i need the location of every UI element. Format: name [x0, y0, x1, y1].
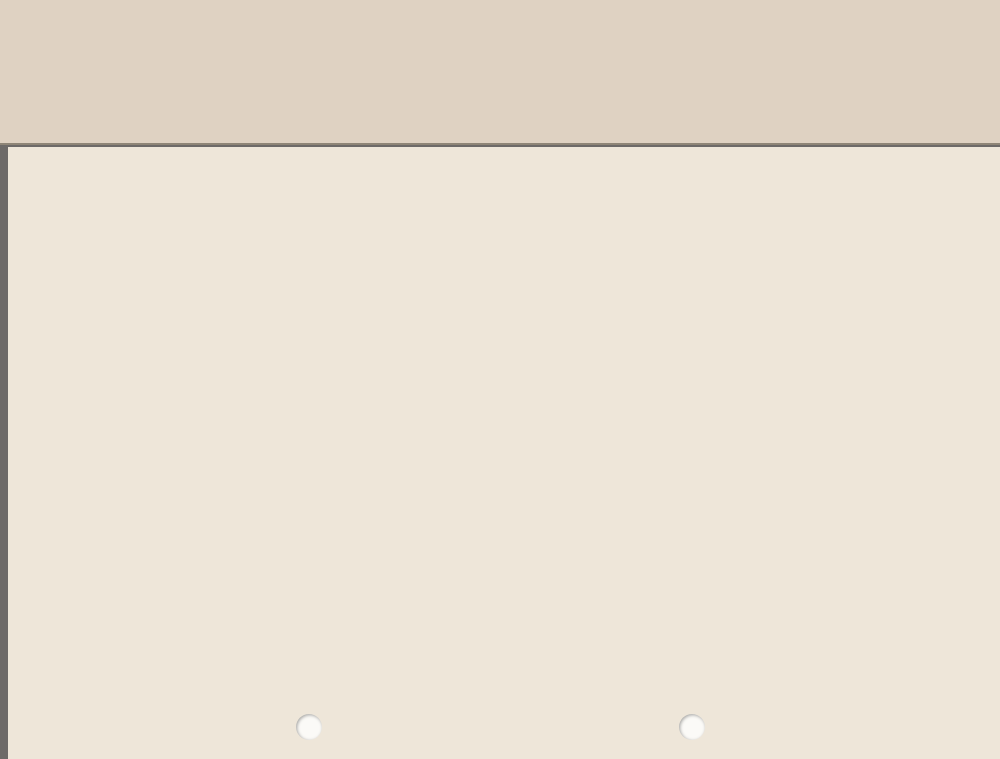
header-card [0, 0, 1000, 145]
binder-hole-left [296, 714, 322, 740]
schedule-card [8, 147, 1000, 759]
binder-hole-right [679, 714, 705, 740]
